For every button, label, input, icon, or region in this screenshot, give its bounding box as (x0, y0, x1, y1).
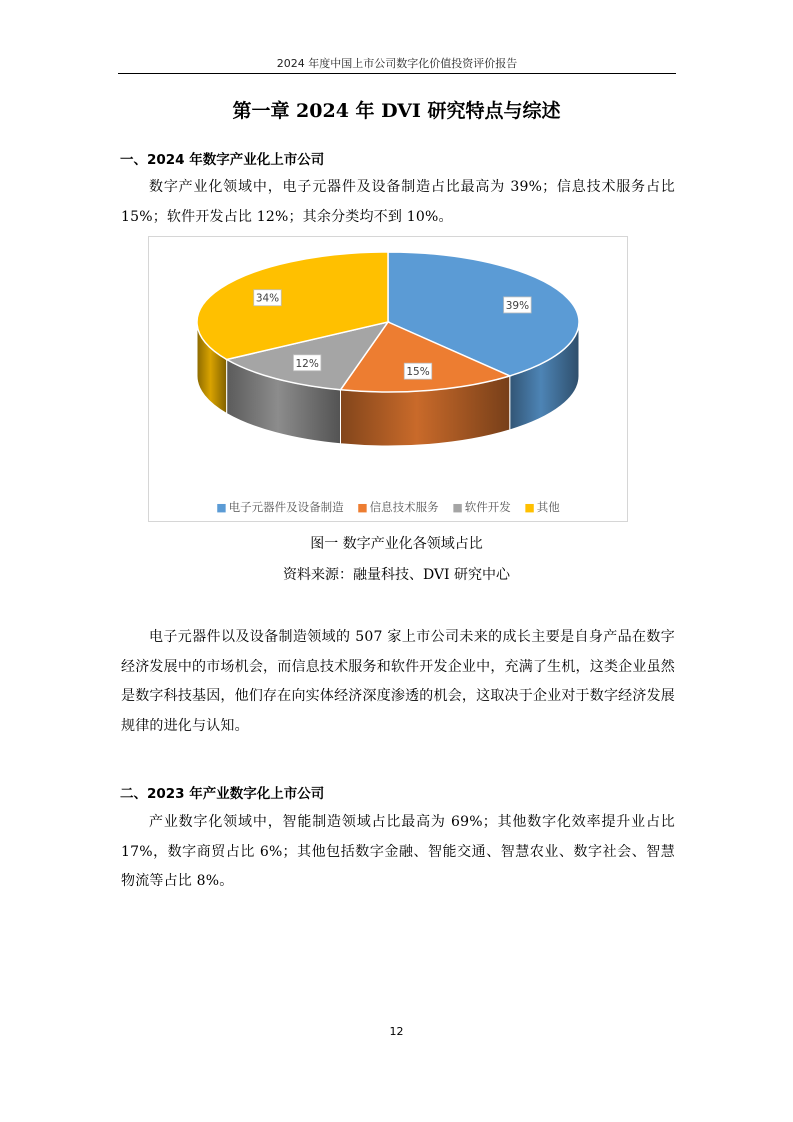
page-number: 12 (389, 1025, 404, 1038)
pie-data-label-4 (254, 290, 282, 306)
header-rule (118, 73, 676, 74)
section1-paragraph-2: 电子元器件以及设备制造领域的 507 家上市公司未来的成长主要是自身产品在数字经济发展中的市场机会，而信息技术服务和软件开发企业中，充满了生机，这类企业虽然是数字科技基因，他们存在向实体经济深度渗透的机会，这取决于企业对于数字经济发展规律的进化与认知。 (121, 629, 675, 734)
pie-data-label-1 (504, 297, 532, 313)
figure-source: 资料来源：融量科技、DVI 研究中心 (282, 567, 511, 583)
pie-data-label-text-4: 34% (255, 292, 280, 305)
section1-paragraph-1: 数字产业化领域中，电子元器件及设备制造占比最高为 39%；信息技术服务占比 15%；软件开发占比 12%；其余分类均不到 10%。 (121, 179, 675, 225)
legend-label-1: 电子元器件及设备制造 (228, 500, 344, 514)
legend-item-3 (452, 500, 510, 514)
legend-item-1 (216, 500, 343, 514)
pie-data-label-3 (293, 355, 321, 371)
legend-marker-2: ■ (357, 501, 368, 514)
pie-chart (148, 236, 628, 522)
chapter-title: 第一章 2024 年 DVI 研究特点与综述 (232, 100, 561, 122)
section2-paragraph-1: 产业数字化领域中，智能制造领域占比最高为 69%；其他数字化效率提升业占比 17%，数字商贸占比 6%；其他包括数字金融、智能交通、智慧农业、数字社会、智慧物流等占比 8%。 (121, 814, 675, 889)
legend-label-2: 信息技术服务 (369, 500, 439, 514)
pie-data-label-text-2: 15% (406, 366, 430, 379)
legend-marker-3: ■ (452, 501, 463, 514)
figure-caption: 图一 数字产业化各领域占比 (310, 536, 483, 552)
section-heading-2: 二、2023 年产业数字化上市公司 (120, 786, 325, 802)
legend-item-4 (524, 500, 559, 514)
legend-item-2 (357, 500, 438, 514)
pie-chart-canvas (149, 237, 627, 521)
legend-label-3: 软件开发 (464, 500, 511, 514)
section-heading-1: 一、2024 年数字产业化上市公司 (120, 152, 325, 168)
pie-data-label-text-1: 39% (505, 299, 530, 312)
page-header: 2024 年度中国上市公司数字化价值投资评价报告 (276, 57, 518, 70)
pie-data-label-2 (404, 363, 432, 379)
legend-marker-4: ■ (524, 501, 535, 514)
legend-marker-1: ■ (216, 501, 227, 514)
pie-data-label-text-3: 12% (295, 357, 319, 370)
legend-label-4: 其他 (536, 500, 560, 514)
chart-legend (149, 499, 627, 515)
